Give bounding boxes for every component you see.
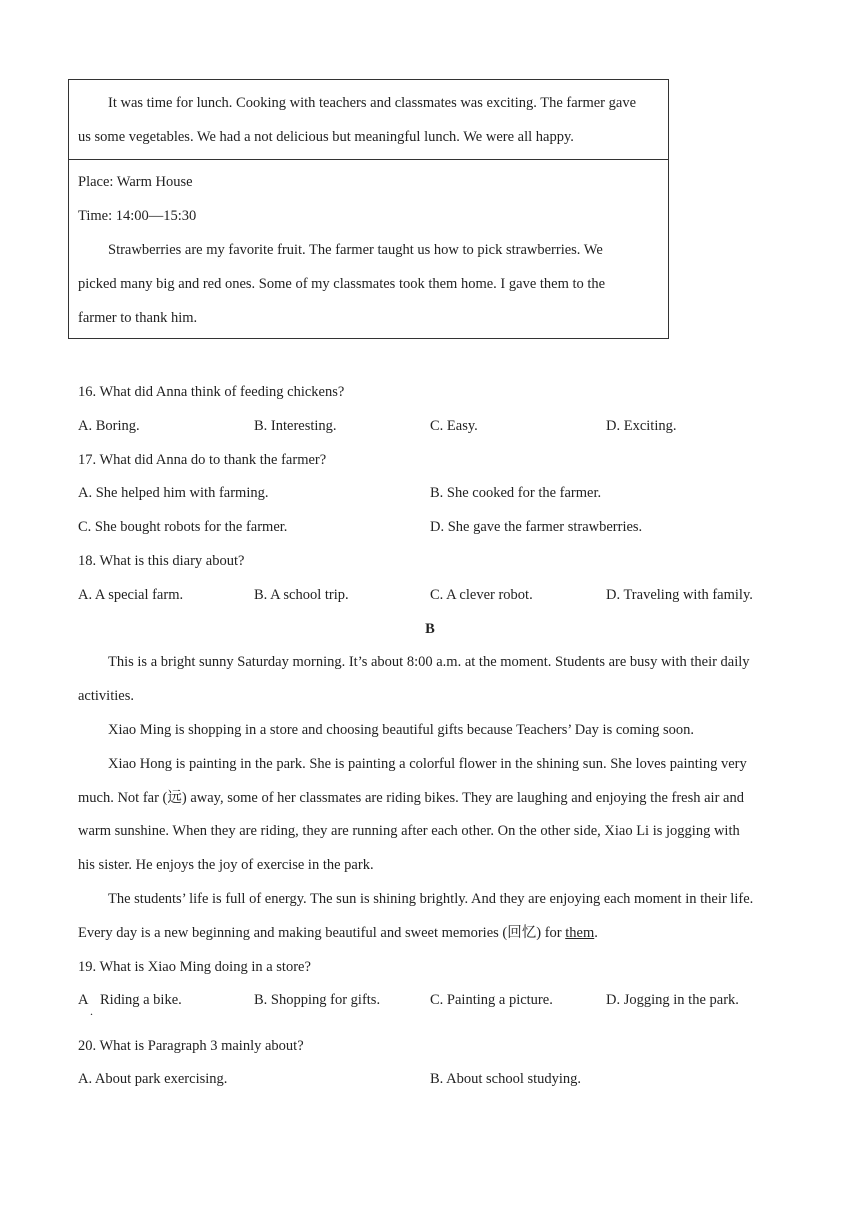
q17-option-b: B. She cooked for the farmer. — [430, 485, 602, 501]
q16-option-d: D. Exciting. — [606, 418, 677, 434]
q19-question: 19. What is Xiao Ming doing in a store? — [78, 959, 311, 975]
section-b-p3-line2: much. Not far (远) away, some of her classmates are riding bikes. They are laughing and enjoying the fresh air and — [78, 790, 744, 806]
q20-option-a: A. About park exercising. — [78, 1071, 228, 1087]
q19-option-c: C. Painting a picture. — [430, 992, 553, 1008]
section-b-p3-line1: Xiao Hong is painting in the park. She is painting a colorful flower in the shining sun. She loves painting very — [108, 756, 747, 772]
table-row2-line3: farmer to thank him. — [78, 310, 198, 326]
underlined-them: them — [565, 925, 595, 941]
q19-option-d: D. Jogging in the park. — [606, 992, 739, 1008]
p4-line2-text: Every day is a new beginning and making beautiful and sweet memories (回忆) for — [78, 925, 566, 941]
section-b-p1-line2: activities. — [78, 688, 134, 704]
q17-option-a: A. She helped him with farming. — [78, 485, 269, 501]
q19-option-a-dot: . — [90, 1004, 93, 1018]
table-row2-line2: picked many big and red ones. Some of my classmates took them home. I gave them to the — [78, 276, 606, 292]
q16-question: 16. What did Anna think of feeding chickens? — [78, 384, 345, 400]
q18-option-c: C. A clever robot. — [430, 587, 533, 603]
q20-option-b: B. About school studying. — [430, 1071, 582, 1087]
section-b-p1-line1: This is a bright sunny Saturday morning. It’s about 8:00 a.m. at the moment. Students are busy with their daily — [108, 654, 750, 670]
q20-question: 20. What is Paragraph 3 mainly about? — [78, 1038, 304, 1054]
section-b-p3-line4: his sister. He enjoys the joy of exercise in the park. — [78, 857, 374, 873]
section-b-p4-line2 — [78, 926, 598, 941]
table-divider — [69, 159, 668, 160]
q19-option-a-letter: A — [78, 992, 89, 1008]
q16-option-c: C. Easy. — [430, 418, 478, 434]
q16-option-a: A. Boring. — [78, 418, 140, 434]
table-time: Time: 14:00—15:30 — [78, 208, 197, 224]
table-row2-line1: Strawberries are my favorite fruit. The farmer taught us how to pick strawberries. We — [108, 242, 603, 258]
q19-option-a-text: Riding a bike. — [100, 992, 182, 1008]
p4-line2-period: . — [594, 925, 598, 941]
section-b-heading: B — [425, 621, 435, 637]
q18-option-a: A. A special farm. — [78, 587, 184, 603]
table-place: Place: Warm House — [78, 174, 193, 190]
table-row1-line2: us some vegetables. We had a not delicious but meaningful lunch. We were all happy. — [78, 129, 574, 145]
q17-option-d: D. She gave the farmer strawberries. — [430, 519, 643, 535]
q16-option-b: B. Interesting. — [254, 418, 337, 434]
q18-option-b: B. A school trip. — [254, 587, 349, 603]
q18-option-d: D. Traveling with family. — [606, 587, 753, 603]
section-b-p4-line1: The students’ life is full of energy. The sun is shining brightly. And they are enjoying each moment in their life. — [108, 891, 754, 907]
section-b-p3-line3: warm sunshine. When they are riding, they are running after each other. On the other side, Xiao Li is jogging with — [78, 823, 740, 839]
section-b-p2-line1: Xiao Ming is shopping in a store and choosing beautiful gifts because Teachers’ Day is coming soon. — [108, 722, 694, 738]
q17-question: 17. What did Anna do to thank the farmer? — [78, 452, 327, 468]
q17-option-c: C. She bought robots for the farmer. — [78, 519, 288, 535]
q18-question: 18. What is this diary about? — [78, 553, 245, 569]
table-row1-line1: It was time for lunch. Cooking with teachers and classmates was exciting. The farmer gave — [108, 95, 637, 111]
q19-option-b: B. Shopping for gifts. — [254, 992, 381, 1008]
